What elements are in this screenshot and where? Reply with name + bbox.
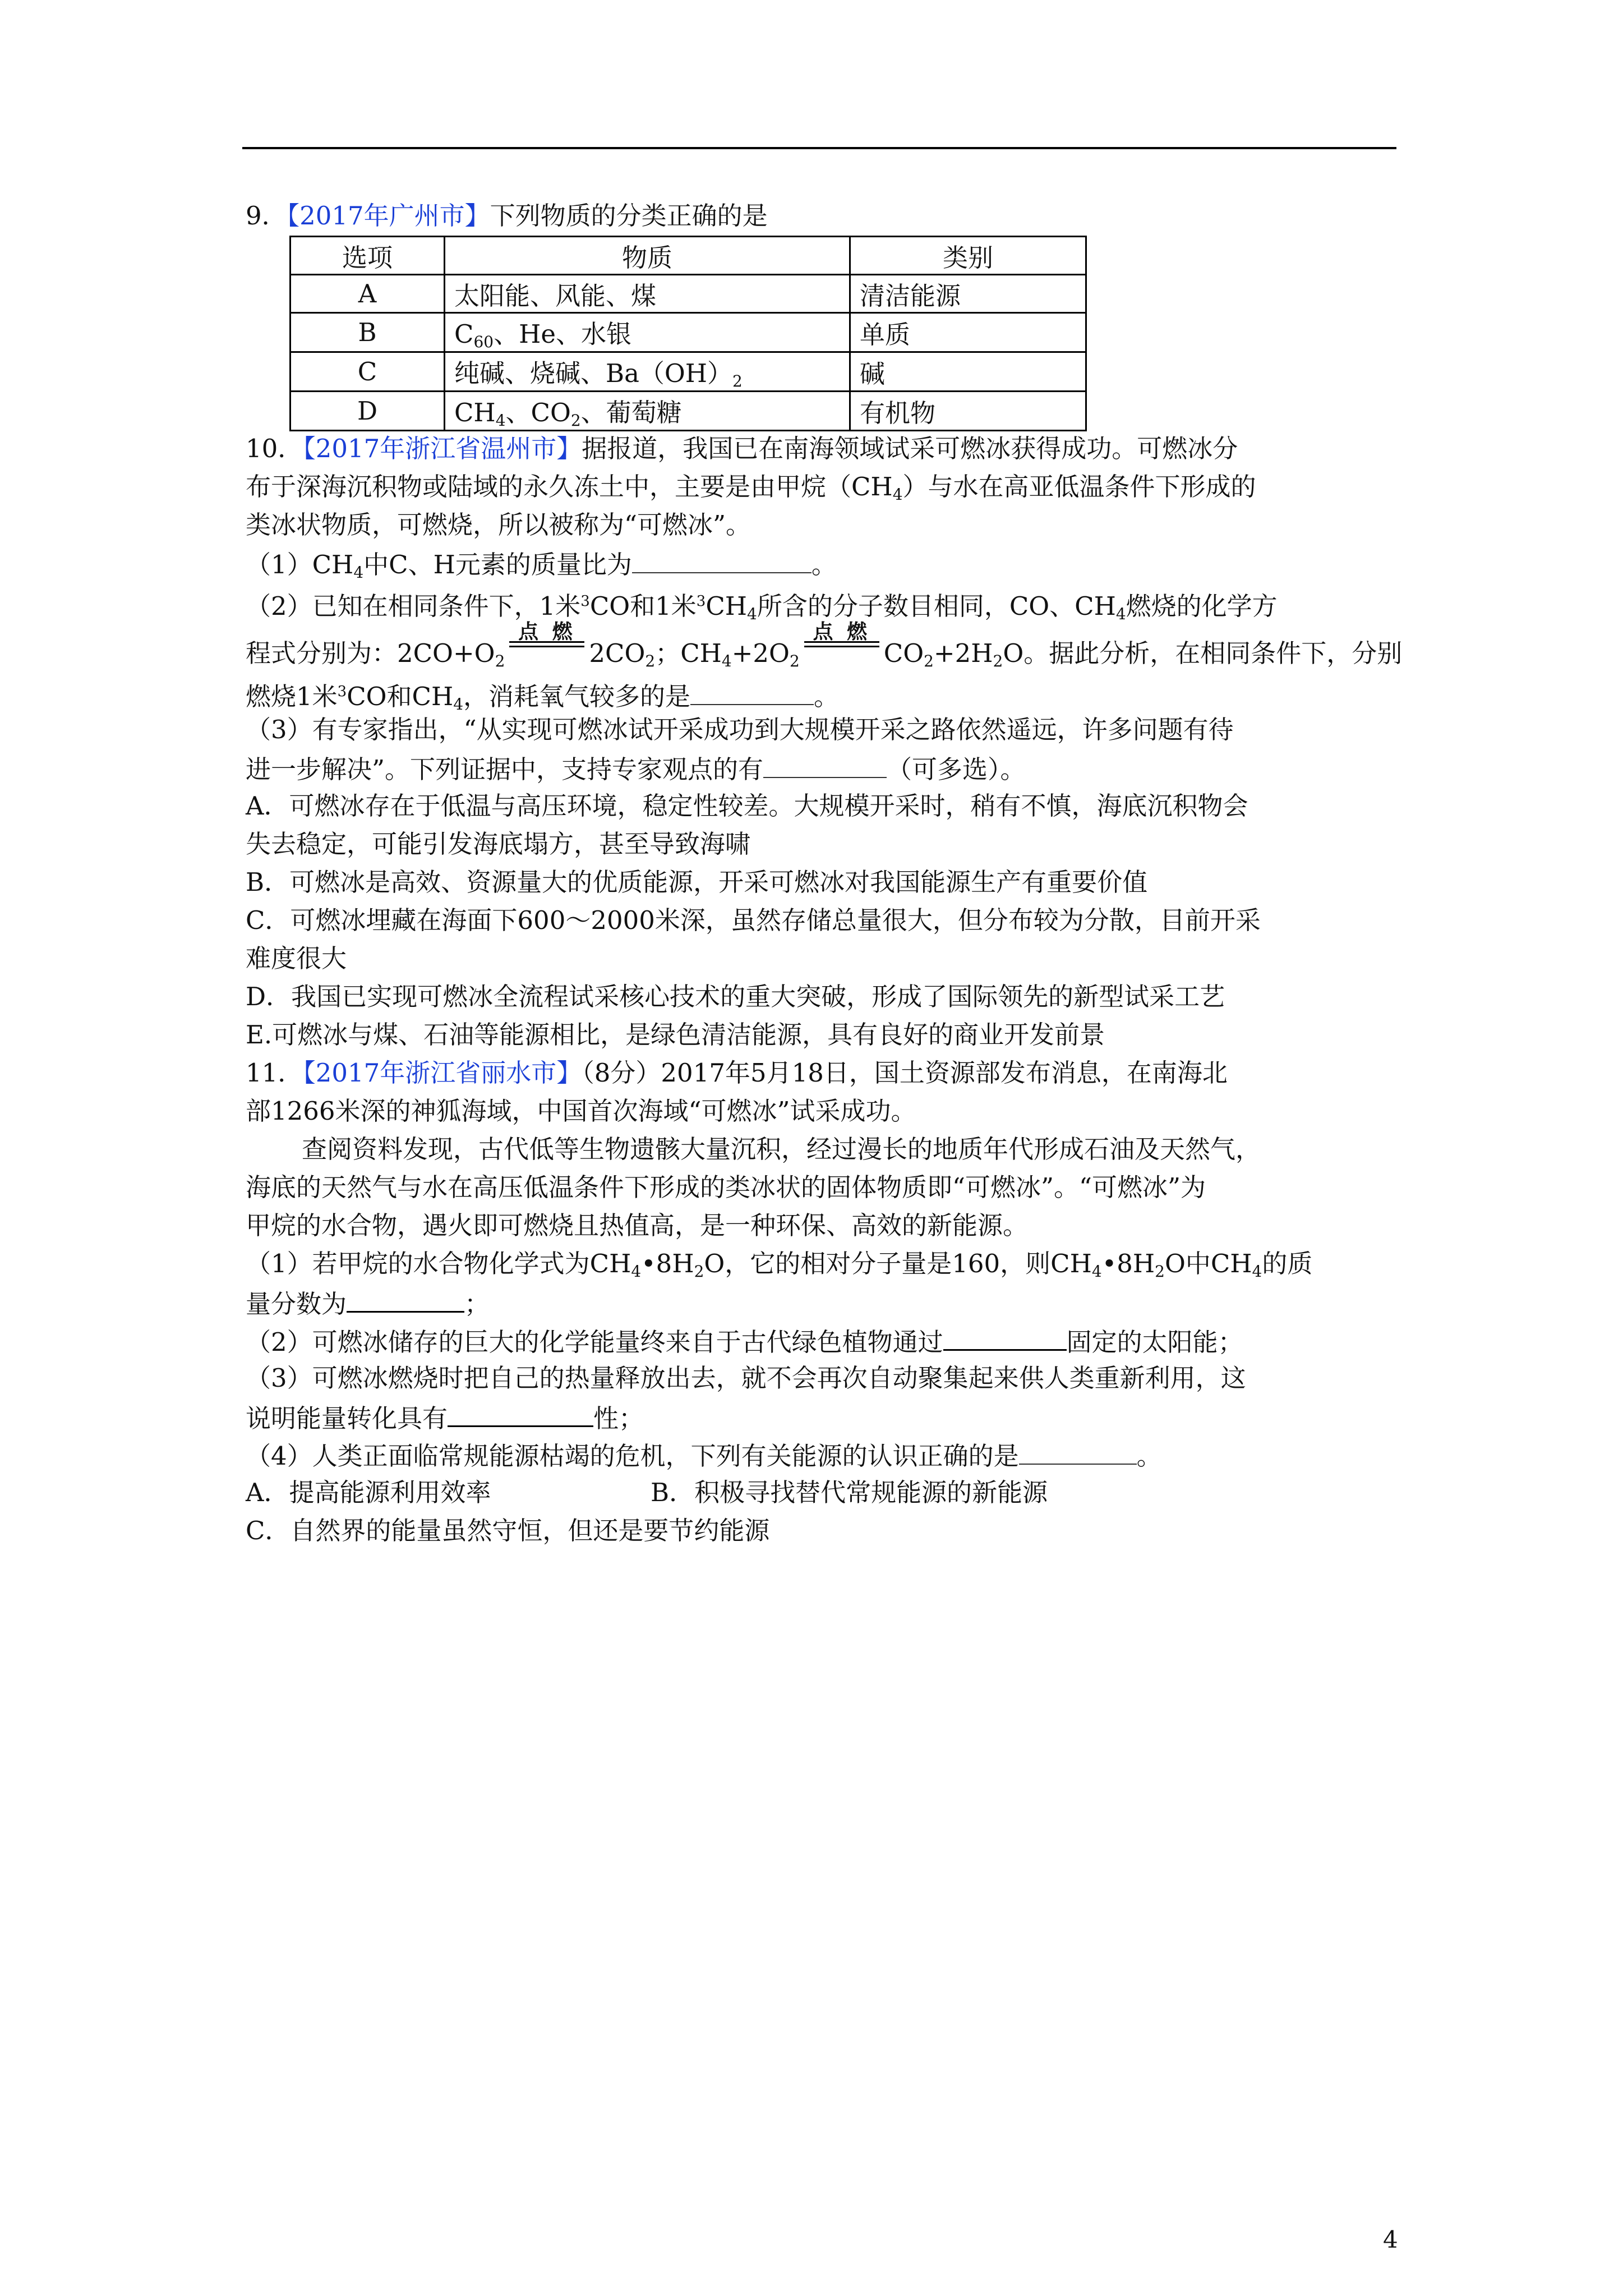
q11-option-b: B．积极寻找替代常规能源的新能源 [651,1478,1048,1507]
q11-line-2: 部1266米深的神狐海域，中国首次海域“可燃冰”试采成功。 [246,1096,916,1126]
q11-part-3-line-1: （3）可燃冰燃烧时把自己的热量释放出去，就不会再次自动聚集起来供人类重新利用，这 [246,1363,1246,1393]
q11-source-tag: 【2017年浙江省丽水市】 [303,1058,582,1088]
answer-blank[interactable] [632,546,811,573]
cell-option: D [291,392,445,431]
q11-part-3-line-2: 说明能量转化具有 性； [246,1400,644,1435]
page-number: 4 [1383,2226,1398,2253]
q10-option-c-line-2: 难度很大 [246,944,347,973]
q9-number: 9． [246,201,287,231]
q11-part-4: （4）人类正面临常规能源枯竭的危机，下列有关能源的认识正确的是 。 [246,1438,1162,1473]
q11-part-1-line-2: 量分数为 ； [246,1285,490,1321]
q9-table [289,236,1087,431]
table-row [291,313,1086,352]
answer-blank[interactable] [1019,1438,1137,1465]
q10-part-2-line-3: 燃烧1米$^3$CO和$CH_4$，消耗氧气较多的是 。 [246,675,839,721]
q11-paragraph-line-2: 海底的天然气与水在高压低温条件下形成的类冰状的固体物质即“可燃冰”。“可燃冰”为 [246,1172,1206,1202]
header-rule [242,147,1396,149]
q11-paragraph-line-3: 甲烷的水合物，遇火即可燃烧且热值高，是一种环保、高效的新能源。 [246,1211,1029,1240]
q11-part-1-line-1: （1）若甲烷的水合物化学式为$CH_4•8H_2O$，它的相对分子量是160，则$CH_4•8H_2O$中$CH_4$的质 [246,1249,1313,1281]
q10-part-3-line-2: 进一步解决”。下列证据中，支持专家观点的有 （可多选）。 [246,751,1026,786]
table-row [291,275,1086,313]
q9-stem [246,199,768,233]
cell-category: 碱 [850,352,1086,392]
q10-source-tag: 【2017年浙江省温州市】 [303,434,582,463]
header-option: 选项 [291,237,445,275]
q10-option-a-line-2: 失去稳定，可能引发海底塌方，甚至导致海啸 [246,829,751,859]
q10-option-d: D．我国已实现可燃冰全流程试采核心技术的重大突破，形成了国际领先的新型试采工艺 [246,982,1225,1011]
cell-category: 有机物 [850,392,1086,431]
q11-option-c: C．自然界的能量虽然守恒，但还是要节约能源 [246,1516,770,1545]
header-substance: 物质 [445,237,850,275]
ignite-condition-arrow: 点 燃 [505,637,589,670]
table-row [291,352,1086,392]
cell-option: A [291,275,445,313]
q11-number: 11． [246,1058,303,1088]
ignite-condition-arrow: 点 燃 [800,637,884,670]
q10-option-e: E.可燃冰与煤、石油等能源相比，是绿色清洁能源，具有良好的商业开发前景 [246,1020,1105,1050]
q10-part-2-line-1: （2）已知在相同条件下，1米$^3$CO和1米$^3CH_4$所含的分子数目相同，CO、$CH_4$燃烧的化学方 [246,591,1278,623]
answer-blank[interactable] [347,1285,464,1313]
q10-number: 10． [246,434,303,463]
cell-substance: $CH_4$、$CO_2$、葡萄糖 [445,392,850,431]
cell-category: 清洁能源 [850,275,1086,313]
cell-substance: 纯碱、烧碱、$Ba(OH)_2$ [445,352,850,392]
q10-line-1: 10．【2017年浙江省温州市】据报道，我国已在南海领域试采可燃冰获得成功。可燃冰分 [246,434,1238,463]
answer-blank[interactable] [690,678,814,705]
cell-option: B [291,313,445,352]
q9-source-tag: 【2017年广州市】 [287,201,490,231]
cell-substance: $C_{60}$、He、水银 [445,313,850,352]
q10-line-2: 布于深海沉积物或陆域的永久冻土中，主要是由甲烷$(CH_4)$与水在高亚低温条件下形成的 [246,472,1256,504]
q10-equation-line: 程式分别为：$2CO+O_2$ 点 燃 $2CO_2$；$CH_4+2O_2$ 点 燃 $CO_2+2H_2O$。据此分析，在相同条件下，分别 [246,620,1403,670]
q11-option-a: A．提高能源利用效率 [246,1478,491,1507]
q10-part-3-line-1: （3）有专家指出，“从实现可燃冰试开采成功到大规模开采之路依然遥远，许多问题有待 [246,715,1234,744]
answer-blank[interactable] [763,751,887,778]
cell-option: C [291,352,445,392]
cell-category: 单质 [850,313,1086,352]
q10-line-3: 类冰状物质，可燃烧，所以被称为“可燃冰”。 [246,510,751,540]
q10-part-1: $(1)CH_4$中C、H元素的质量比为 。 [246,546,837,590]
q10-option-a-line-1: A．可燃冰存在于低温与高压环境，稳定性较差。大规模开采时，稍有不慎，海底沉积物会 [246,791,1248,821]
q10-option-b: B．可燃冰是高效、资源量大的优质能源，开采可燃冰对我国能源生产有重要价值 [246,867,1148,897]
table-row [291,392,1086,431]
cell-substance: 太阳能、风能、煤 [445,275,850,313]
answer-blank[interactable] [448,1400,593,1427]
q10-option-c-line-1: C．可燃冰埋藏在海面下600～2000米深，虽然存储总量很大，但分布较为分散，目前开采 [246,905,1261,935]
q11-line-1: 11．【2017年浙江省丽水市】（8分）2017年5月18日，国土资源部发布消息，在南海北 [246,1058,1228,1088]
q11-paragraph-line-1: 查阅资料发现，古代低等生物遗骸大量沉积，经过漫长的地质年代形成石油及天然气， [302,1134,1261,1164]
answer-blank[interactable] [943,1323,1067,1351]
q11-part-2: （2）可燃冰储存的巨大的化学能量终来自于古代绿色植物通过 固定的太阳能； [246,1323,1243,1359]
q9-text: 下列物质的分类正确的是 [490,201,768,231]
table-header-row [291,237,1086,275]
header-category: 类别 [850,237,1086,275]
